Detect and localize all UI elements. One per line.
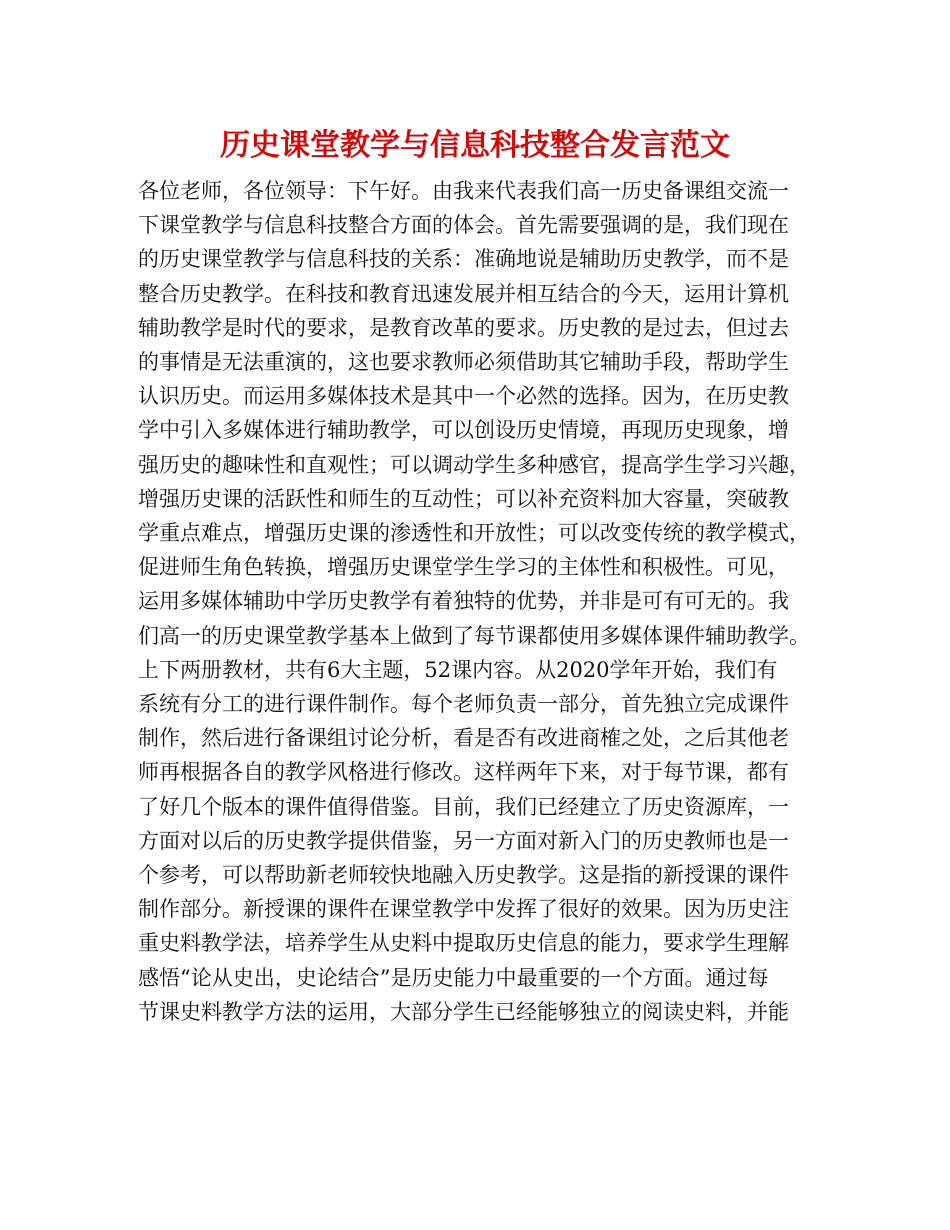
document-title: 历史课堂教学与信息科技整合发言范文 [220,128,730,163]
body-line: 学重点难点，增强历史课的渗透性和开放性；可以改变传统的教学模式， [138,521,810,545]
body-line: 学中引入多媒体进行辅助教学，可以创设历史情境，再现历史现象，增 [138,418,789,443]
body-line: 节课史料教学方法的运用，大部分学生已经能够独立的阅读史料，并能 [138,999,789,1024]
body-line: 整合历史教学。在科技和教育迅速发展并相互结合的今天，运用计算机 [138,281,789,306]
body-line: 辅助教学是时代的要求，是教育改革的要求。历史教的是过去，但过去 [138,315,789,340]
body-line: 的历史课堂教学与信息科技的关系：准确地说是辅助历史教学，而不是 [138,247,789,272]
body-line: 强历史的趣味性和直观性；可以调动学生多种感官，提高学生学习兴趣， [138,452,810,477]
body-line: 重史料教学法，培养学生从史料中提取历史信息的能力，要求学生理解 [138,931,789,956]
body-line: 上下两册教材，共有6大主题，52课内容。从2020学年开始，我们有 [138,657,778,682]
body-line: 个参考，可以帮助新老师较快地融入历史教学。这是指的新授课的课件 [138,863,789,887]
body-line: 师再根据各自的教学风格进行修改。这样两年下来，对于每节课，都有 [138,760,789,785]
body-line: 的事情是无法重演的，这也要求教师必须借助其它辅助手段，帮助学生 [138,350,789,374]
body-line: 了好几个版本的课件值得借鉴。目前，我们已经建立了历史资源库，一 [138,794,789,819]
body-line: 感悟“论从史出，史论结合”是历史能力中最重要的一个方面。通过每 [138,965,769,990]
body-line: 各位老师，各位领导：下午好。由我来代表我们高一历史备课组交流一 [138,179,789,203]
body-line: 方面对以后的历史教学提供借鉴，另一方面对新入门的历史教师也是一 [138,828,789,853]
body-line: 制作部分。新授课的课件在课堂教学中发挥了很好的效果。因为历史注 [138,897,789,922]
body-line: 们高一的历史课堂教学基本上做到了每节课都使用多媒体课件辅助教学。 [138,623,810,648]
body-line: 制作，然后进行备课组讨论分析，看是否有改进商榷之处，之后其他老 [138,726,789,751]
body-line: 认识历史。而运用多媒体技术是其中一个必然的选择。因为，在历史教 [138,384,789,409]
body-line: 促进师生角色转换，增强历史课堂学生学习的主体性和积极性。可见， [138,555,789,580]
body-line: 系统有分工的进行课件制作。每个老师负责一部分，首先独立完成课件 [138,692,789,716]
body-line: 下课堂教学与信息科技整合方面的体会。首先需要强调的是，我们现在 [138,213,789,238]
body-line: 增强历史课的活跃性和师生的互动性；可以补充资料加大容量，突破教 [138,486,789,511]
body-line: 运用多媒体辅助中学历史教学有着独特的优势，并非是可有可无的。我 [138,589,789,614]
